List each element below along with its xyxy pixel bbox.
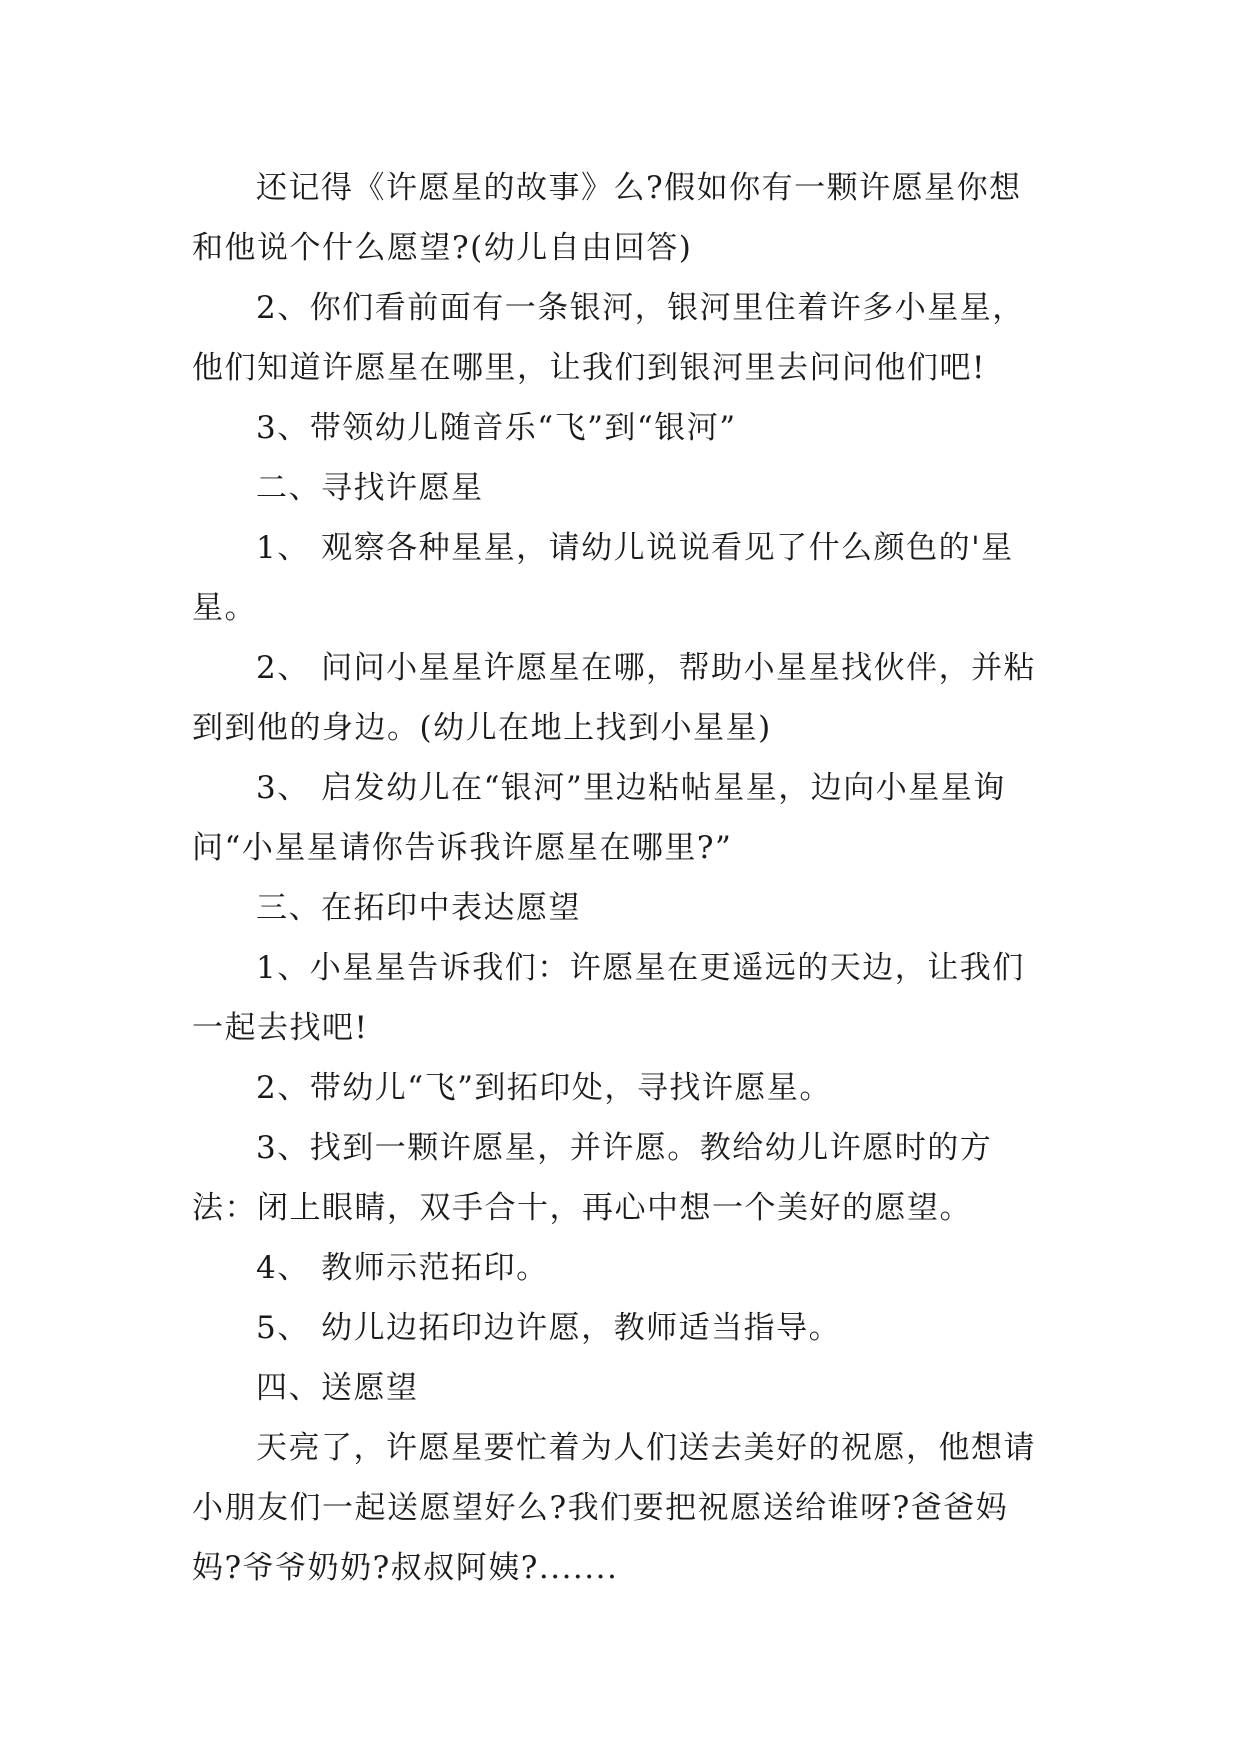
paragraph: 2、带幼儿“飞”到拓印处，寻找许愿星。 [256,1070,832,1106]
paragraph: 3、找到一颗许愿星，并许愿。教给幼儿许愿时的方法：闭上眼睛，双手合十，再心中想一个美好的愿望。 [192,1130,993,1226]
paragraph: 还记得《许愿星的故事》么?假如你有一颗许愿星你想和他说个什么愿望?(幼儿自由回答) [192,170,1022,266]
paragraph: 天亮了，许愿星要忙着为人们送去美好的祝愿，他想请小朋友们一起送愿望好么?我们要把祝愿送给谁呀?爸爸妈妈?爷爷奶奶?叔叔阿姨?....... [192,1430,1036,1586]
paragraph: 1、小星星告诉我们：许愿星在更遥远的天边，让我们一起去找吧! [192,950,1025,1046]
section-heading: 二、寻找许愿星 [256,470,484,506]
paragraph: 3、带领幼儿随音乐“飞”到“银河” [256,410,737,446]
paragraph: 3、 启发幼儿在“银河”里边粘帖星星，边向小星星询问“小星星请你告诉我许愿星在哪里?” [192,770,1006,866]
paragraph: 5、 幼儿边拓印边许愿，教师适当指导。 [256,1310,842,1346]
paragraph: 4、 教师示范拓印。 [256,1250,549,1286]
document-body [192,158,1052,1598]
paragraph: 1、 观察各种星星，请幼儿说说看见了什么颜色的'星星。 [192,530,1014,626]
paragraph: 2、你们看前面有一条银河，银河里住着许多小星星，他们知道许愿星在哪里，让我们到银河里去问问他们吧! [192,290,1025,386]
section-heading: 四、送愿望 [256,1370,419,1406]
section-heading: 三、在拓印中表达愿望 [256,890,581,926]
paragraph: 2、 问问小星星许愿星在哪，帮助小星星找伙伴，并粘到到他的身边。(幼儿在地上找到小星星) [192,650,1037,746]
